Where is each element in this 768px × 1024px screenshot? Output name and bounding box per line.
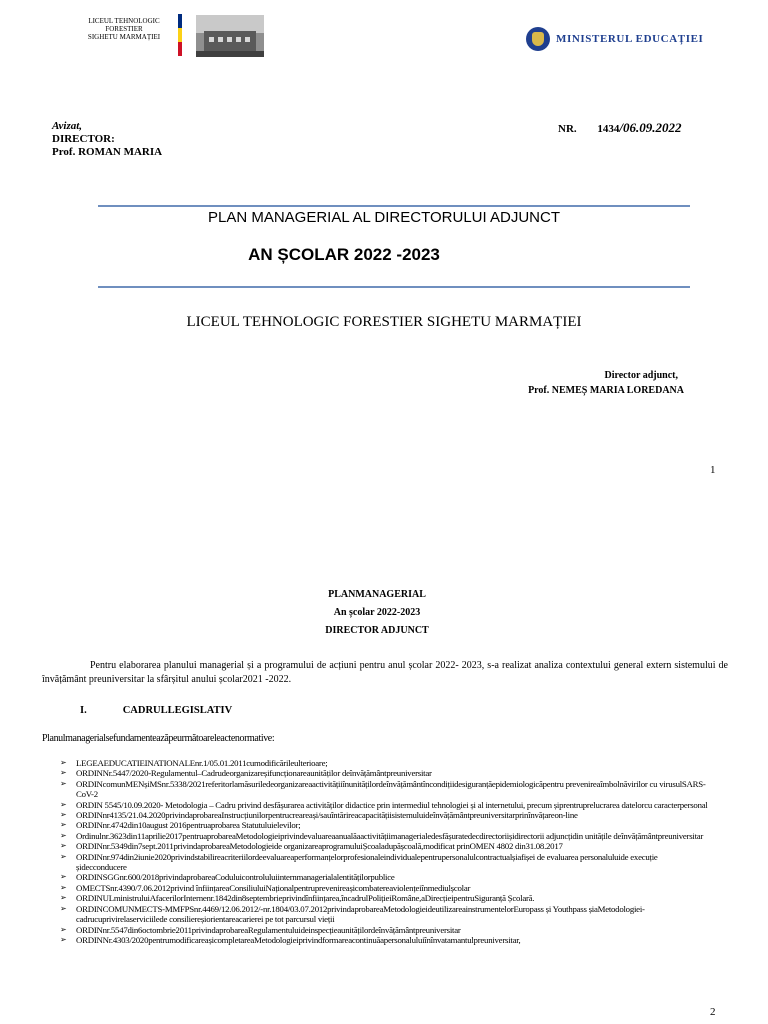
list-item-text: ORDINCOMUNMECTS-MMFPSnr.4469/12.06.2012/-nr.1804/03.07.2012privindaprobareaMetodologieideutilizareainstrumentelorEuropass și Youthpass șiaMetodologiei-cadrucuprivirelaserviciilede consiliereșiorientareacarierei pe tot parcursul vieții (76, 903, 645, 925)
school-name: LICEUL TEHNOLOGIC FORESTIER SIGHETU MARMAȚIEI (186, 314, 582, 330)
arrow-bullet-icon: ➢ (60, 758, 67, 767)
arrow-bullet-icon: ➢ (60, 903, 67, 913)
list-item-text: ORDINnr4135/21.04.2020privindaprobareaInstrucțiunilorpentrucreareași/sauîntărireacapacitățiisistemuluideînvățământpreuniversitarprinînvățareon-line (76, 810, 578, 821)
list-item (60, 925, 710, 935)
arrow-bullet-icon: ➢ (60, 830, 67, 840)
arrow-bullet-icon: ➢ (60, 882, 67, 892)
list-item (60, 831, 710, 841)
lead-sentence: Planulmanagerialsefundamenteazăpeurmătoareleactenormative: (42, 733, 275, 744)
arrow-bullet-icon: ➢ (60, 799, 67, 809)
page-number: 2 (710, 1006, 716, 1018)
director-label: DIRECTOR: (52, 133, 115, 145)
school-logo-line: SIGHETU MARMAȚIEI (87, 33, 161, 41)
page-number: 1 (710, 464, 716, 476)
list-item (60, 904, 710, 925)
list-item-text: ORDINNr.5447/2020-Regulamentul–Cadrudeorganizareșifuncționareaunităților deînvățământpreuniversitar (76, 768, 432, 779)
arrow-bullet-icon: ➢ (60, 810, 67, 820)
registration-number (558, 120, 682, 136)
arrow-bullet-icon: ➢ (60, 872, 67, 882)
nr-label: NR. (558, 123, 577, 135)
list-item-text: Ordinulnr.3623din11aprilie2017pentruaprobareaMetodologieiprivindevaluareaanualăaactivitățiimanagerialedesfășuratedecdirectoriișidirectorii adjuncțidin unitățile deînvățământpreuniversitar (76, 830, 704, 841)
list-item (60, 820, 710, 830)
deputy-name: Prof. NEMEȘ MARIA LOREDANA (528, 385, 684, 396)
flag-stripe-yellow (178, 28, 182, 42)
legislation-list (60, 758, 710, 945)
approval-label: Avizat, (52, 120, 83, 132)
school-year-title: AN ȘCOLAR 2022 -2023 (248, 245, 440, 264)
list-item-text: ORDINNr.4303/2020pentrumodificareașicompletareaMetodologieiprivindformareacontinuăapersonaluluiînînvatamantulpreuniversitar, (76, 934, 521, 945)
school-logo-line: LICEUL TEHNOLOGIC (88, 17, 160, 25)
list-item-text: ORDINnr.4742din10august 2016pentruaprobarea Statutuluielevilor; (76, 820, 301, 831)
list-item-text: ORDINnr.5547din6octombrie2011privindaprobareaRegulamentuluideinspecțieaunitățilordeînvățământpreuniversitar (76, 924, 461, 935)
list-item (60, 872, 710, 882)
list-item-text: LEGEAEDUCATIEINATIONALEnr.1/05.01.2011cumodificărileulterioare; (76, 758, 328, 768)
nr-date: /06.09.2022 (619, 120, 682, 135)
plan-heading (0, 586, 768, 640)
flag-stripe-blue (178, 14, 182, 28)
intro-paragraph: Pentru elaborarea planului managerial și a programului de acțiuni pentru anul școlar 2022- 2023, s-a realizat analiza contextului general extern sistemului de învățământ preuniversitar la sfârșitul anului școlar2021 -2022. (42, 660, 728, 685)
list-item (60, 800, 710, 810)
arrow-bullet-icon: ➢ (60, 768, 67, 778)
nr-value: 1434 (597, 123, 620, 135)
school-logo-text (78, 17, 170, 41)
section-heading (80, 705, 232, 716)
arrow-bullet-icon: ➢ (60, 893, 67, 903)
arrow-bullet-icon: ➢ (60, 851, 67, 861)
list-item (60, 810, 710, 820)
list-item (60, 883, 710, 893)
arrow-bullet-icon: ➢ (60, 820, 67, 830)
list-item-text: ORDINSGGnr.600/2018privindaprobareaCoduluicontroluluiinternmanagerialalentitățilorpublice (76, 872, 395, 883)
director-name: Prof. ROMAN MARIA (52, 146, 163, 158)
bottom-rule (98, 286, 690, 288)
list-item-text: ORDINnr.5349din7sept.2011privindaprobareaMetodologieide organizareaprogramuluiȘcoaladupășcoală,modificat prinOMEN 4802 din31.08.2017 (76, 841, 563, 852)
list-item-text: ORDINcomunMENșiMSnr.5338/2021referitorlamăsuriledeorganizareaactivitățiiînunitățilordeînvățământîncondițiidesiguranțăepidemiologicăpentru prevenireaîmbolnăvirilor cu virusulSARS-CoV-2 (76, 778, 706, 800)
arrow-bullet-icon: ➢ (60, 924, 67, 934)
section-number: I. (80, 705, 87, 716)
arrow-bullet-icon: ➢ (60, 934, 67, 944)
list-item (60, 841, 710, 851)
approval-block (52, 120, 162, 159)
list-item-text: ORDINULministruluiAfacerilorInternenr.1842din8septembrieprivindînființarea,încadrulPolițieiRomâne,aDirecțieipentruSiguranță Școlară. (76, 893, 535, 904)
deputy-director-block (528, 368, 684, 398)
section-label: CADRULLEGISLATIV (122, 705, 233, 716)
list-item (60, 852, 710, 873)
ministry-name: MINISTERUL EDUCAȚIEI (556, 33, 704, 45)
list-item (60, 893, 710, 903)
top-rule (98, 205, 690, 207)
plan-title: PLAN MANAGERIAL AL DIRECTORULUI ADJUNCT (207, 209, 561, 226)
flag-stripe-red (178, 42, 182, 56)
list-item (60, 768, 710, 778)
list-item (60, 935, 710, 945)
list-item-text: ORDINnr.974din2iunie2020privindstabilireacriteriilordeevaluareaperformanțelorprofesionaleindividualepentrupersonalulcontractualșiafișei de evaluarea personaluluide execuție șidecconducere (76, 851, 658, 873)
list-item-text: OMECTSnr.4390/7.06.2012privind înființareaConsiliuluiNaționalpentruprevenireașicombatereaviolențeiînmediulșcolar (76, 882, 471, 893)
plan-heading-line: DIRECTOR ADJUNCT (325, 625, 429, 636)
school-logo-line: FORESTIER (105, 25, 143, 33)
plan-heading-line: An școlar 2022-2023 (333, 607, 421, 618)
list-item (60, 758, 710, 768)
school-building-image (196, 15, 264, 57)
ministry-logo (526, 27, 703, 51)
romanian-flag-icon (178, 14, 182, 56)
arrow-bullet-icon: ➢ (60, 778, 67, 788)
list-item (60, 779, 710, 800)
arrow-bullet-icon: ➢ (60, 841, 67, 851)
list-item-text: ORDIN 5545/10.09.2020- Metodologia – Cadru privind desfășurarea activităților didactice prin intermediul tehnologiei și al internetului, precum șiprentruprelucrarea datelorcu caracterpersonal (76, 799, 708, 810)
deputy-role: Director adjunct, (604, 370, 678, 381)
plan-heading-line: PLANMANAGERIAL (328, 589, 426, 600)
coat-of-arms-icon (526, 27, 550, 51)
